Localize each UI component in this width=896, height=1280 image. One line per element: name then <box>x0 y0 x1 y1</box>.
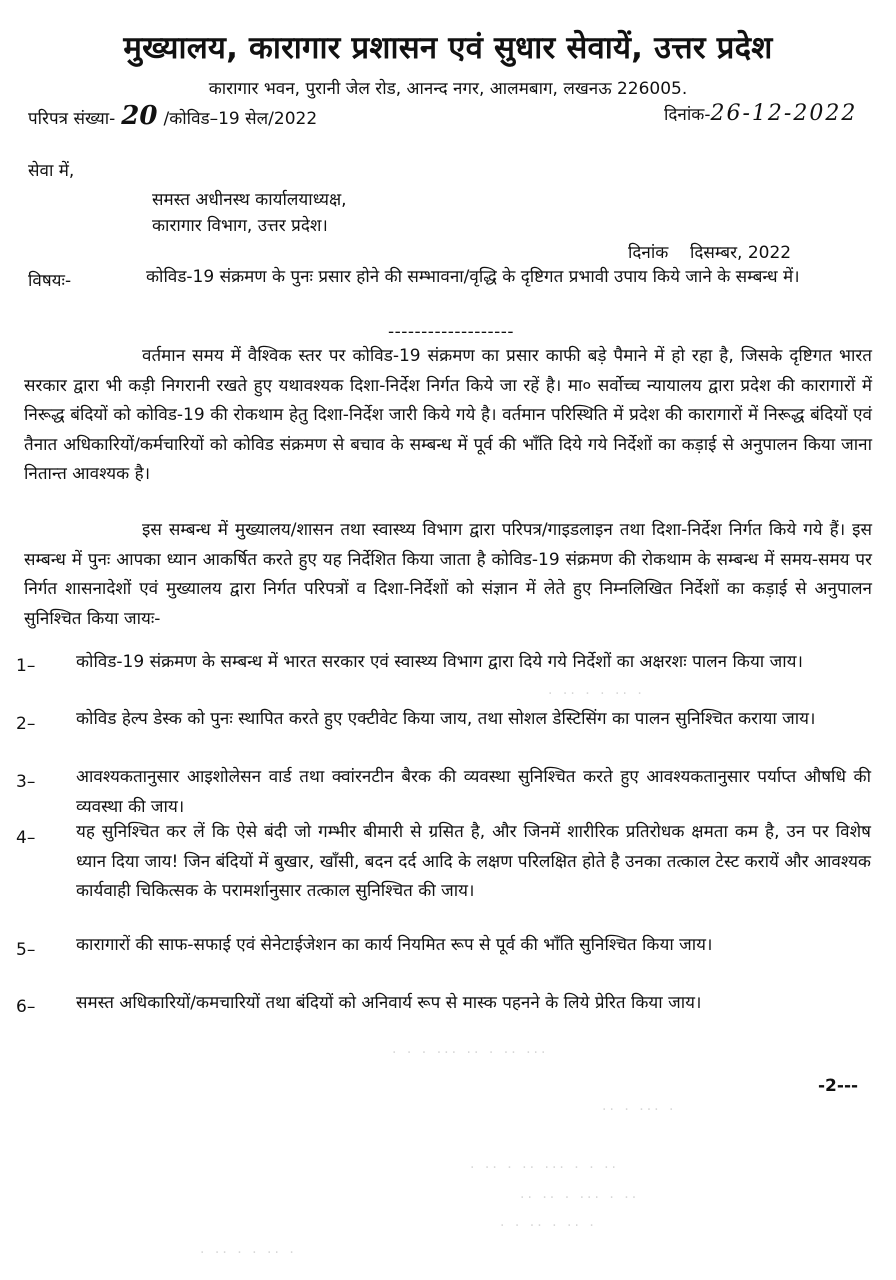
issue-date <box>664 101 857 126</box>
ref-number-handwritten: 20 <box>121 101 158 131</box>
directive-item: आवश्यकतानुसार आइशोलेसन वार्ड तथा क्वांरनटीन बैरक की व्यवस्था सुनिश्चित करते हुए आवश्यकतानुसार पर्याप्त औषधि की व्यवस्था की जाय। <box>76 767 871 817</box>
bleed-through-mark: · ·· · · ·· · <box>548 686 645 702</box>
bleed-through-mark: · · ·· · ·· · <box>500 1218 597 1234</box>
directive-item: समस्त अधिकारियों/कमचारियों तथा बंदियों को अनिवार्य रूप से मास्क पहनने के लिये प्रेरित किया जाय। <box>76 993 702 1013</box>
item-number: 1– <box>16 656 36 676</box>
item-number: 2– <box>16 714 36 734</box>
addressee-line-1: समस्त अधीनस्थ कार्यालयाध्यक्ष, <box>152 190 347 210</box>
bleed-through-mark: · · · ··· ·· · ·· ··· <box>392 1045 549 1061</box>
bleed-through-mark: · ·· · · ·· · <box>200 1245 297 1261</box>
page-continuation-marker: -2--- <box>818 1076 859 1096</box>
ref-prefix: परिपत्र संख्या- <box>28 109 116 129</box>
directive-item: कोविड-19 संक्रमण के सम्बन्ध में भारत सरकार एवं स्वास्थ्य विभाग द्वारा दिये गये निर्देशों का अक्षरशः पालन किया जाय। <box>76 652 803 672</box>
subject-label: विषयः- <box>28 271 72 291</box>
office-title: मुख्यालय, कारागार प्रशासन एवं सुधार सेवायें, उत्तर प्रदेश <box>123 30 773 66</box>
item-number: 6– <box>16 997 36 1017</box>
item-number: 3– <box>16 772 36 792</box>
bleed-through-mark: ·· · ··· · <box>602 1102 677 1118</box>
item-number: 5– <box>16 940 36 960</box>
dated-line: दिनांक दिसम्बर, 2022 <box>628 243 792 263</box>
item-number: 4– <box>16 828 36 848</box>
directive-item: यह सुनिश्चित कर लें कि ऐसे बंदी जो गम्भीर बीमारी से ग्रसित है, और जिनमें शारीरिक प्रतिरोधक क्षमता कम है, उन पर विशेष ध्यान दिया जाय! जिन बंदियों में बुखार, खाँसी, बदन दर्द आदि के लक्षण परिलक्षित होते है उनका तत्काल टेस्ट करायें और आवश्यक कार्यवाही चिकित्सक के परामर्शानुसार तत्काल सुनिश्चित की जाय। <box>76 822 871 901</box>
date-label: दिनांक- <box>664 105 711 125</box>
office-address: कारागार भवन, पुरानी जेल रोड, आनन्द नगर, आलमबाग, लखनऊ 226005. <box>208 79 688 99</box>
bleed-through-mark: ·· ·· · ··· · ·· <box>520 1190 640 1206</box>
salutation: सेवा में, <box>28 161 75 181</box>
subject-text: कोविड-19 संक्रमण के पुनः प्रसार होने की सम्भावना/वृद्धि के दृष्टिगत प्रभावी उपाय किये जाने के सम्बन्ध में। <box>146 267 800 287</box>
directive-item: कोविड हेल्प डेस्क को पुनः स्थापित करते हुए एक्टीवेट किया जाय, तथा सोशल डेस्टिसिंग का पालन सुनिश्चित कराया जाय। <box>76 709 816 729</box>
body-paragraph-2: इस सम्बन्ध में मुख्यालय/शासन तथा स्वास्थ्य विभाग द्वारा परिपत्र/गाइडलाइन तथा दिशा-निर्देश निर्गत किये गये हैं। इस सम्बन्ध में पुनः आपका ध्यान आकर्षित करते हुए यह निर्देशित किया जाता है कोविड-19 संक्रमण की रोकथाम के सम्बन्ध में समय-समय पर निर्गत शासनादेशों एवं मुख्यालय द्वारा निर्गत परिपत्रों व दिशा-निर्देशों को संज्ञान में लेते हुए निम्नलिखित निर्देशों का कड़ाई से अनुपालन सुनिश्चित किया जायः- <box>24 520 872 629</box>
date-handwritten: 26-12-2022 <box>710 101 858 126</box>
ref-suffix: /कोविड–19 सेल/2022 <box>163 109 318 129</box>
addressee-line-2: कारागार विभाग, उत्तर प्रदेश। <box>152 216 328 236</box>
body-paragraph-1: वर्तमान समय में वैश्विक स्तर पर कोविड-19 संक्रमण का प्रसार काफी बड़े पैमाने में हो रहा है, जिसके दृष्टिगत भारत सरकार द्वारा भी कड़ी निगरानी रखते हुए यथावश्यक दिशा-निर्देश निर्गत किये जा रहें है। मा० सर्वोच्च न्यायालय द्वारा प्रदेश की कारागारों में निरूद्ध बंदियों को कोविड-19 की रोकथाम हेतु दिशा-निर्देश जारी किये गये है। वर्तमान परिस्थिति में प्रदेश की कारागारों में निरूद्ध बंदियों एवं तैनात अधिकारियों/कर्मचारियों को कोविड संक्रमण से बचाव के सम्बन्ध में पूर्व की भाँति दिये गये निर्देशों का कड़ाई से अनुपालन किया जाना नितान्त आवश्यक है। <box>24 346 872 484</box>
separator-line: ------------------- <box>388 322 515 342</box>
bleed-through-mark: · ·· · ·· ··· · · ·· <box>470 1160 620 1176</box>
circular-reference <box>28 101 317 131</box>
directive-item: कारागारों की साफ-सफाई एवं सेनेटाईजेशन का कार्य नियमित रूप से पूर्व की भाँति सुनिश्चित किया जाय। <box>76 935 713 955</box>
